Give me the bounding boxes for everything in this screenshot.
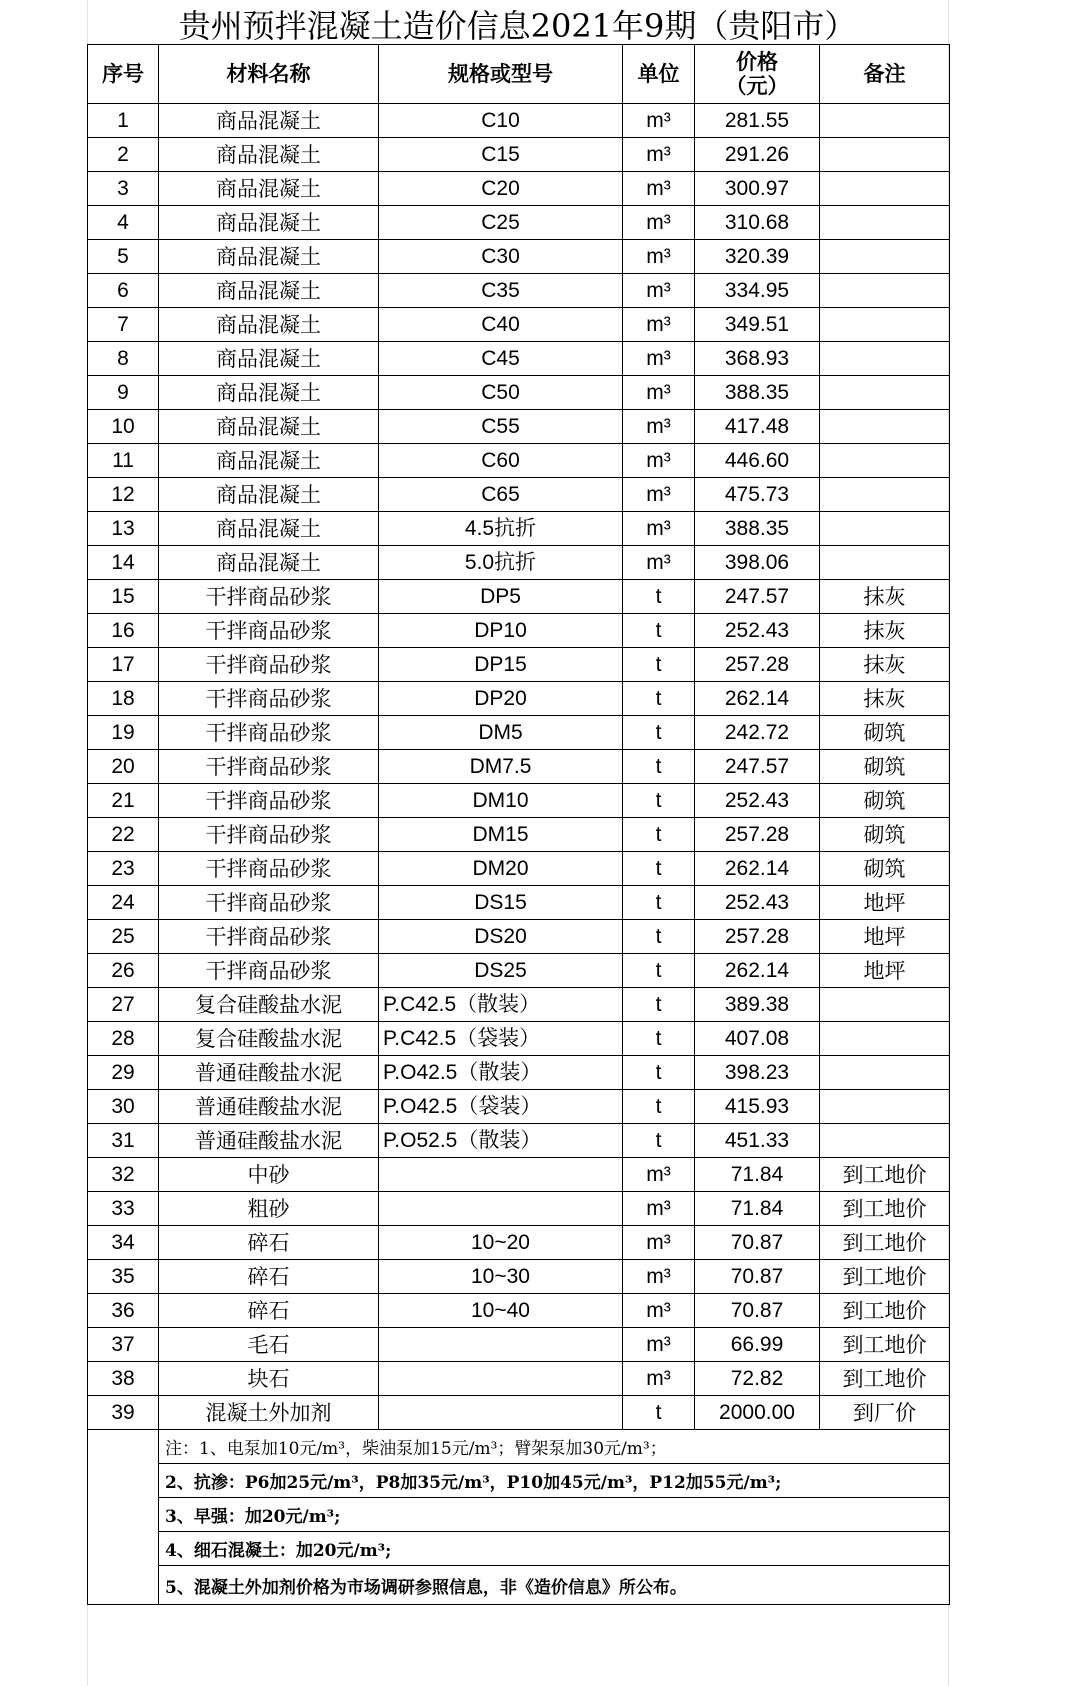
row-unit-cell: m³ <box>623 444 695 478</box>
row-note-cell: 到工地价 <box>820 1328 950 1362</box>
row-note-cell: 到工地价 <box>820 1192 950 1226</box>
row-unit-cell: t <box>623 1124 695 1158</box>
header-name: 材料名称 <box>159 45 379 104</box>
row-note-cell <box>820 1124 950 1158</box>
row-unit-cell: m³ <box>623 308 695 342</box>
row-unit-cell: m³ <box>623 1192 695 1226</box>
row-note-cell: 到工地价 <box>820 1260 950 1294</box>
row-unit-cell: t <box>623 716 695 750</box>
note-row <box>88 1430 950 1464</box>
row-note-cell: 地坪 <box>820 954 950 988</box>
row-note-cell <box>820 1090 950 1124</box>
row-name-cell: 干拌商品砂浆 <box>159 886 379 920</box>
row-no-cell: 19 <box>88 716 159 750</box>
table-row <box>88 1260 950 1294</box>
row-price-cell: 247.57 <box>695 580 820 614</box>
row-unit-cell: t <box>623 1022 695 1056</box>
row-price-cell: 389.38 <box>695 988 820 1022</box>
row-no-cell: 24 <box>88 886 159 920</box>
row-name-cell: 干拌商品砂浆 <box>159 716 379 750</box>
row-no-cell: 1 <box>88 104 159 138</box>
row-no-cell: 28 <box>88 1022 159 1056</box>
table-row <box>88 1022 950 1056</box>
row-name-cell: 干拌商品砂浆 <box>159 580 379 614</box>
row-price-cell: 334.95 <box>695 274 820 308</box>
row-price-cell: 349.51 <box>695 308 820 342</box>
table-row <box>88 648 950 682</box>
table-row <box>88 1124 950 1158</box>
header-price-line1: 价格 <box>736 50 778 74</box>
table-row <box>88 1090 950 1124</box>
row-unit-cell: m³ <box>623 138 695 172</box>
row-name-cell: 普通硅酸盐水泥 <box>159 1056 379 1090</box>
header-no: 序号 <box>88 45 159 104</box>
row-no-cell: 18 <box>88 682 159 716</box>
row-no-cell: 5 <box>88 240 159 274</box>
row-unit-cell: m³ <box>623 410 695 444</box>
row-spec-cell: DP15 <box>379 648 623 682</box>
row-spec-cell: DP10 <box>379 614 623 648</box>
row-spec-cell: DS20 <box>379 920 623 954</box>
row-unit-cell: m³ <box>623 240 695 274</box>
price-table <box>87 44 950 1605</box>
table-row <box>88 1362 950 1396</box>
row-price-cell: 66.99 <box>695 1328 820 1362</box>
row-price-cell: 72.82 <box>695 1362 820 1396</box>
row-unit-cell: m³ <box>623 104 695 138</box>
row-note-cell <box>820 410 950 444</box>
row-no-cell: 14 <box>88 546 159 580</box>
row-note-cell <box>820 1022 950 1056</box>
row-price-cell: 257.28 <box>695 818 820 852</box>
row-note-cell: 到工地价 <box>820 1362 950 1396</box>
table-row <box>88 886 950 920</box>
row-note-cell: 到工地价 <box>820 1158 950 1192</box>
row-no-cell: 11 <box>88 444 159 478</box>
row-unit-cell: t <box>623 682 695 716</box>
row-spec-cell: 10~20 <box>379 1226 623 1260</box>
row-price-cell: 398.06 <box>695 546 820 580</box>
table-row <box>88 138 950 172</box>
row-spec-cell <box>379 1158 623 1192</box>
table-row <box>88 410 950 444</box>
row-spec-cell: DP5 <box>379 580 623 614</box>
row-unit-cell: t <box>623 852 695 886</box>
row-no-cell: 35 <box>88 1260 159 1294</box>
row-note-cell: 砌筑 <box>820 784 950 818</box>
table-row <box>88 172 950 206</box>
note-row <box>88 1498 950 1532</box>
row-note-cell: 地坪 <box>820 920 950 954</box>
row-price-cell: 252.43 <box>695 784 820 818</box>
row-name-cell: 碎石 <box>159 1260 379 1294</box>
row-unit-cell: m³ <box>623 1294 695 1328</box>
row-price-cell: 262.14 <box>695 954 820 988</box>
row-note-cell <box>820 376 950 410</box>
row-name-cell: 复合硅酸盐水泥 <box>159 988 379 1022</box>
table-row <box>88 988 950 1022</box>
table-row <box>88 750 950 784</box>
row-unit-cell: t <box>623 988 695 1022</box>
row-note-cell <box>820 1056 950 1090</box>
row-note-cell: 地坪 <box>820 886 950 920</box>
note-text: 2、抗渗：P6加25元/m³，P8加35元/m³，P10加45元/m³，P12加55元/m³; <box>159 1464 950 1498</box>
row-spec-cell <box>379 1362 623 1396</box>
row-no-cell: 31 <box>88 1124 159 1158</box>
row-no-cell: 12 <box>88 478 159 512</box>
table-row <box>88 444 950 478</box>
row-note-cell: 到工地价 <box>820 1226 950 1260</box>
row-no-cell: 2 <box>88 138 159 172</box>
row-spec-cell <box>379 1192 623 1226</box>
row-name-cell: 商品混凝土 <box>159 172 379 206</box>
row-unit-cell: m³ <box>623 172 695 206</box>
row-price-cell: 70.87 <box>695 1294 820 1328</box>
table-row <box>88 920 950 954</box>
row-no-cell: 33 <box>88 1192 159 1226</box>
row-price-cell: 320.39 <box>695 240 820 274</box>
row-name-cell: 普通硅酸盐水泥 <box>159 1090 379 1124</box>
row-note-cell <box>820 342 950 376</box>
row-note-cell: 到厂价 <box>820 1396 950 1430</box>
row-unit-cell: m³ <box>623 1226 695 1260</box>
row-name-cell: 干拌商品砂浆 <box>159 954 379 988</box>
row-spec-cell: C65 <box>379 478 623 512</box>
table-row <box>88 206 950 240</box>
row-price-cell: 291.26 <box>695 138 820 172</box>
row-unit-cell: t <box>623 1090 695 1124</box>
row-note-cell <box>820 240 950 274</box>
row-name-cell: 干拌商品砂浆 <box>159 784 379 818</box>
row-price-cell: 71.84 <box>695 1158 820 1192</box>
row-spec-cell: C30 <box>379 240 623 274</box>
row-name-cell: 商品混凝土 <box>159 478 379 512</box>
row-unit-cell: t <box>623 750 695 784</box>
row-price-cell: 2000.00 <box>695 1396 820 1430</box>
row-price-cell: 417.48 <box>695 410 820 444</box>
row-no-cell: 13 <box>88 512 159 546</box>
row-spec-cell: 10~40 <box>379 1294 623 1328</box>
row-spec-cell <box>379 1396 623 1430</box>
row-unit-cell: t <box>623 920 695 954</box>
row-no-cell: 6 <box>88 274 159 308</box>
table-row <box>88 546 950 580</box>
row-note-cell: 抹灰 <box>820 682 950 716</box>
row-price-cell: 71.84 <box>695 1192 820 1226</box>
row-spec-cell: DM20 <box>379 852 623 886</box>
row-spec-cell: 5.0抗折 <box>379 546 623 580</box>
row-no-cell: 4 <box>88 206 159 240</box>
row-note-cell <box>820 546 950 580</box>
row-no-cell: 3 <box>88 172 159 206</box>
row-unit-cell: t <box>623 886 695 920</box>
row-spec-cell: 10~30 <box>379 1260 623 1294</box>
row-name-cell: 干拌商品砂浆 <box>159 920 379 954</box>
row-note-cell <box>820 444 950 478</box>
row-no-cell: 37 <box>88 1328 159 1362</box>
table-body <box>88 104 950 1605</box>
row-no-cell: 22 <box>88 818 159 852</box>
row-spec-cell: P.C42.5（袋装） <box>379 1022 623 1056</box>
row-name-cell: 干拌商品砂浆 <box>159 852 379 886</box>
row-no-cell: 29 <box>88 1056 159 1090</box>
row-price-cell: 242.72 <box>695 716 820 750</box>
row-unit-cell: m³ <box>623 206 695 240</box>
row-unit-cell: t <box>623 1396 695 1430</box>
table-row <box>88 818 950 852</box>
row-name-cell: 商品混凝土 <box>159 444 379 478</box>
row-no-cell: 9 <box>88 376 159 410</box>
row-spec-cell: DM5 <box>379 716 623 750</box>
row-spec-cell: C60 <box>379 444 623 478</box>
row-spec-cell: DP20 <box>379 682 623 716</box>
row-note-cell: 砌筑 <box>820 716 950 750</box>
row-no-cell: 38 <box>88 1362 159 1396</box>
table-row <box>88 682 950 716</box>
row-price-cell: 300.97 <box>695 172 820 206</box>
row-name-cell: 商品混凝土 <box>159 376 379 410</box>
row-spec-cell: P.O42.5（袋装） <box>379 1090 623 1124</box>
row-no-cell: 21 <box>88 784 159 818</box>
row-no-cell: 30 <box>88 1090 159 1124</box>
row-name-cell: 商品混凝土 <box>159 240 379 274</box>
header-note: 备注 <box>820 45 950 104</box>
header-spec: 规格或型号 <box>379 45 623 104</box>
row-spec-cell: C15 <box>379 138 623 172</box>
header-price-line2: （元） <box>725 74 789 98</box>
row-price-cell: 407.08 <box>695 1022 820 1056</box>
row-no-cell: 10 <box>88 410 159 444</box>
row-unit-cell: m³ <box>623 342 695 376</box>
row-note-cell: 抹灰 <box>820 580 950 614</box>
row-name-cell: 商品混凝土 <box>159 138 379 172</box>
row-name-cell: 商品混凝土 <box>159 546 379 580</box>
row-price-cell: 252.43 <box>695 614 820 648</box>
table-row <box>88 308 950 342</box>
row-spec-cell: C10 <box>379 104 623 138</box>
row-spec-cell: C20 <box>379 172 623 206</box>
row-price-cell: 70.87 <box>695 1260 820 1294</box>
row-name-cell: 碎石 <box>159 1226 379 1260</box>
row-spec-cell: 4.5抗折 <box>379 512 623 546</box>
row-note-cell <box>820 104 950 138</box>
row-spec-cell: C25 <box>379 206 623 240</box>
note-blank-cell <box>88 1430 159 1605</box>
row-name-cell: 复合硅酸盐水泥 <box>159 1022 379 1056</box>
row-spec-cell: C35 <box>379 274 623 308</box>
table-row <box>88 1158 950 1192</box>
table-row <box>88 852 950 886</box>
row-name-cell: 干拌商品砂浆 <box>159 614 379 648</box>
note-row <box>88 1532 950 1566</box>
row-price-cell: 368.93 <box>695 342 820 376</box>
table-row <box>88 614 950 648</box>
row-name-cell: 干拌商品砂浆 <box>159 750 379 784</box>
row-note-cell: 砌筑 <box>820 852 950 886</box>
row-note-cell: 抹灰 <box>820 648 950 682</box>
note-text: 3、早强：加20元/m³; <box>159 1498 950 1532</box>
row-unit-cell: t <box>623 954 695 988</box>
header-price <box>695 45 820 104</box>
row-price-cell: 398.23 <box>695 1056 820 1090</box>
table-row <box>88 376 950 410</box>
row-unit-cell: m³ <box>623 376 695 410</box>
row-price-cell: 252.43 <box>695 886 820 920</box>
row-name-cell: 商品混凝土 <box>159 308 379 342</box>
note-row <box>88 1464 950 1498</box>
row-price-cell: 257.28 <box>695 648 820 682</box>
row-note-cell <box>820 308 950 342</box>
row-name-cell: 毛石 <box>159 1328 379 1362</box>
row-unit-cell: m³ <box>623 1328 695 1362</box>
row-unit-cell: m³ <box>623 478 695 512</box>
row-name-cell: 干拌商品砂浆 <box>159 648 379 682</box>
row-price-cell: 70.87 <box>695 1226 820 1260</box>
table-row <box>88 580 950 614</box>
row-price-cell: 262.14 <box>695 682 820 716</box>
row-name-cell: 普通硅酸盐水泥 <box>159 1124 379 1158</box>
table-row <box>88 954 950 988</box>
row-no-cell: 23 <box>88 852 159 886</box>
row-note-cell <box>820 206 950 240</box>
table-row <box>88 512 950 546</box>
row-price-cell: 451.33 <box>695 1124 820 1158</box>
row-name-cell: 商品混凝土 <box>159 206 379 240</box>
row-price-cell: 475.73 <box>695 478 820 512</box>
row-spec-cell: P.O52.5（散装） <box>379 1124 623 1158</box>
row-unit-cell: t <box>623 818 695 852</box>
row-no-cell: 7 <box>88 308 159 342</box>
row-unit-cell: m³ <box>623 1260 695 1294</box>
table-row <box>88 104 950 138</box>
row-price-cell: 310.68 <box>695 206 820 240</box>
row-price-cell: 388.35 <box>695 376 820 410</box>
row-note-cell: 抹灰 <box>820 614 950 648</box>
row-price-cell: 446.60 <box>695 444 820 478</box>
row-spec-cell: DM15 <box>379 818 623 852</box>
row-spec-cell <box>379 1328 623 1362</box>
row-name-cell: 商品混凝土 <box>159 104 379 138</box>
row-note-cell <box>820 512 950 546</box>
table-row <box>88 1056 950 1090</box>
row-unit-cell: t <box>623 614 695 648</box>
row-note-cell: 到工地价 <box>820 1294 950 1328</box>
page-title: 贵州预拌混凝土造价信息2021年9期（贵阳市） <box>178 7 857 45</box>
row-name-cell: 块石 <box>159 1362 379 1396</box>
row-no-cell: 15 <box>88 580 159 614</box>
row-price-cell: 415.93 <box>695 1090 820 1124</box>
table-row <box>88 240 950 274</box>
table-header-row <box>88 45 950 104</box>
row-spec-cell: DM10 <box>379 784 623 818</box>
row-price-cell: 257.28 <box>695 920 820 954</box>
table-row <box>88 784 950 818</box>
row-spec-cell: C45 <box>379 342 623 376</box>
row-spec-cell: P.O42.5（散装） <box>379 1056 623 1090</box>
row-no-cell: 27 <box>88 988 159 1022</box>
row-spec-cell: DS15 <box>379 886 623 920</box>
row-note-cell <box>820 274 950 308</box>
row-unit-cell: m³ <box>623 546 695 580</box>
row-unit-cell: m³ <box>623 1362 695 1396</box>
row-price-cell: 281.55 <box>695 104 820 138</box>
row-note-cell: 砌筑 <box>820 818 950 852</box>
row-unit-cell: t <box>623 1056 695 1090</box>
note-text: 4、细石混凝土：加20元/m³; <box>159 1532 950 1566</box>
row-spec-cell: P.C42.5（散装） <box>379 988 623 1022</box>
row-unit-cell: m³ <box>623 512 695 546</box>
row-note-cell: 砌筑 <box>820 750 950 784</box>
row-no-cell: 39 <box>88 1396 159 1430</box>
table-row <box>88 716 950 750</box>
table-row <box>88 478 950 512</box>
note-text: 5、混凝土外加剂价格为市场调研参照信息，非《造价信息》所公布。 <box>159 1566 950 1605</box>
table-row <box>88 1192 950 1226</box>
row-name-cell: 商品混凝土 <box>159 512 379 546</box>
table-row <box>88 1226 950 1260</box>
row-spec-cell: C55 <box>379 410 623 444</box>
row-name-cell: 商品混凝土 <box>159 274 379 308</box>
table-row <box>88 342 950 376</box>
row-name-cell: 中砂 <box>159 1158 379 1192</box>
table-row <box>88 1396 950 1430</box>
row-spec-cell: C50 <box>379 376 623 410</box>
row-spec-cell: DM7.5 <box>379 750 623 784</box>
row-spec-cell: C40 <box>379 308 623 342</box>
row-unit-cell: t <box>623 648 695 682</box>
table-row <box>88 274 950 308</box>
row-name-cell: 干拌商品砂浆 <box>159 818 379 852</box>
row-no-cell: 32 <box>88 1158 159 1192</box>
row-unit-cell: t <box>623 580 695 614</box>
row-unit-cell: t <box>623 784 695 818</box>
row-name-cell: 商品混凝土 <box>159 342 379 376</box>
row-note-cell <box>820 988 950 1022</box>
header-unit: 单位 <box>623 45 695 104</box>
row-no-cell: 26 <box>88 954 159 988</box>
row-name-cell: 干拌商品砂浆 <box>159 682 379 716</box>
note-text: 注：1、电泵加10元/m³，柴油泵加15元/m³；臂架泵加30元/m³； <box>159 1430 950 1464</box>
row-name-cell: 混凝土外加剂 <box>159 1396 379 1430</box>
row-no-cell: 34 <box>88 1226 159 1260</box>
row-price-cell: 262.14 <box>695 852 820 886</box>
row-note-cell <box>820 478 950 512</box>
note-row <box>88 1566 950 1605</box>
row-name-cell: 碎石 <box>159 1294 379 1328</box>
table-row <box>88 1328 950 1362</box>
row-no-cell: 16 <box>88 614 159 648</box>
row-no-cell: 17 <box>88 648 159 682</box>
row-no-cell: 8 <box>88 342 159 376</box>
row-unit-cell: m³ <box>623 274 695 308</box>
row-no-cell: 36 <box>88 1294 159 1328</box>
row-note-cell <box>820 172 950 206</box>
row-name-cell: 商品混凝土 <box>159 410 379 444</box>
row-no-cell: 20 <box>88 750 159 784</box>
row-spec-cell: DS25 <box>379 954 623 988</box>
row-price-cell: 388.35 <box>695 512 820 546</box>
row-no-cell: 25 <box>88 920 159 954</box>
table-row <box>88 1294 950 1328</box>
row-name-cell: 粗砂 <box>159 1192 379 1226</box>
row-unit-cell: m³ <box>623 1158 695 1192</box>
row-note-cell <box>820 138 950 172</box>
row-price-cell: 247.57 <box>695 750 820 784</box>
